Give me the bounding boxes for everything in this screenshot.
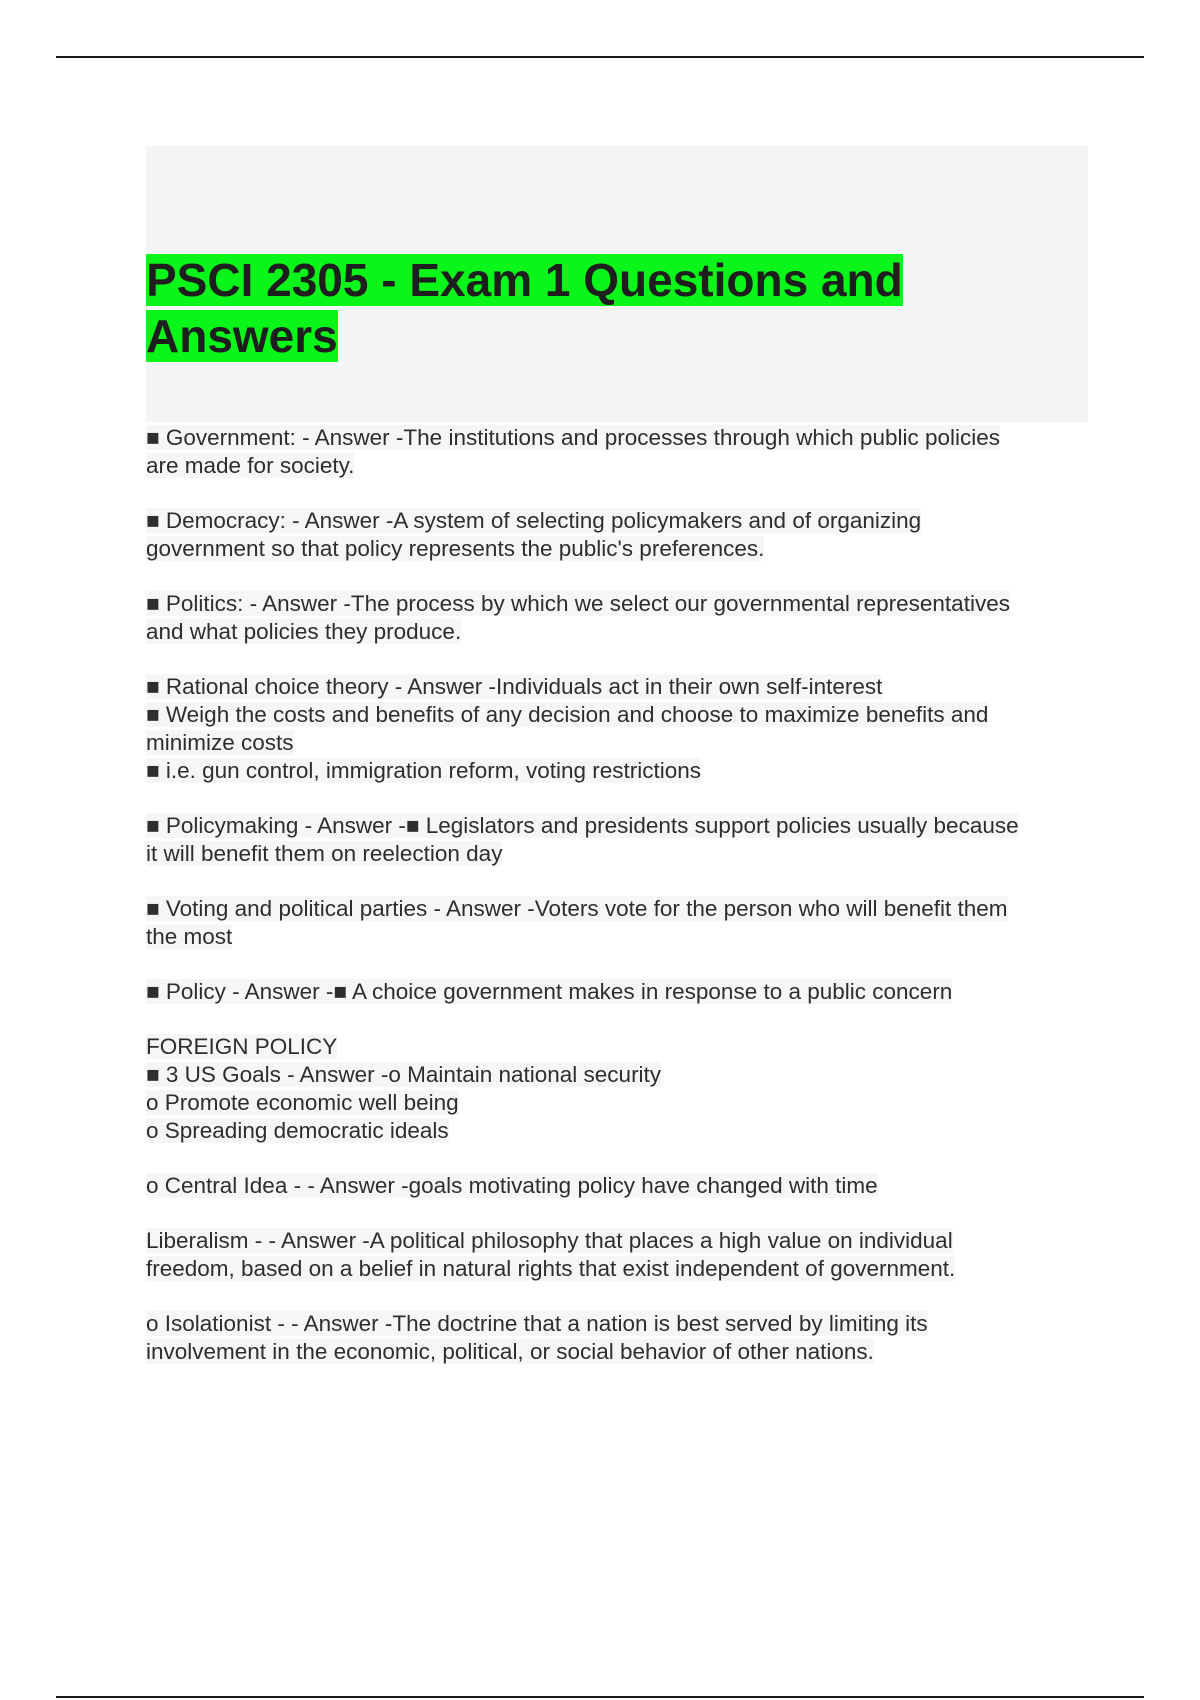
top-rule	[56, 56, 1144, 58]
qa-line: o Spreading democratic ideals	[146, 1118, 449, 1143]
qa-line: government so that policy represents the public's preferences.	[146, 536, 765, 561]
qa-item-policy	[146, 978, 1088, 1006]
title-line: PSCI 2305 - Exam 1 Questions and	[146, 254, 903, 306]
qa-line: ■ i.e. gun control, immigration reform, voting restrictions	[146, 758, 702, 783]
qa-item-democracy	[146, 507, 1088, 563]
qa-line: o Central Idea - - Answer -goals motivating policy have changed with time	[146, 1173, 878, 1198]
qa-line: ■ Politics: - Answer -The process by which we select our governmental representatives	[146, 591, 1010, 616]
qa-line: o Promote economic well being	[146, 1090, 459, 1115]
qa-line: ■ Democracy: - Answer -A system of selecting policymakers and of organizing	[146, 508, 922, 533]
qa-content	[146, 424, 1088, 1393]
qa-item-isolationist	[146, 1310, 1088, 1366]
qa-line: Liberalism - - Answer -A political philosophy that places a high value on individual	[146, 1228, 953, 1253]
qa-line: involvement in the economic, political, or social behavior of other nations.	[146, 1339, 874, 1364]
qa-item-central-idea	[146, 1172, 1088, 1200]
qa-line: ■ Government: - Answer -The institutions and processes through which public policies	[146, 425, 1001, 450]
qa-line: ■ Voting and political parties - Answer -Voters vote for the person who will benefit them	[146, 896, 1008, 921]
qa-line: ■ 3 US Goals - Answer -o Maintain national security	[146, 1062, 662, 1087]
qa-line: it will benefit them on reelection day	[146, 841, 503, 866]
title-line: Answers	[146, 310, 338, 362]
qa-item-foreign-policy	[146, 1033, 1088, 1145]
qa-line: are made for society.	[146, 453, 355, 478]
qa-line: freedom, based on a belief in natural rights that exist independent of government.	[146, 1256, 956, 1281]
document-title	[146, 252, 946, 364]
qa-item-policymaking	[146, 812, 1088, 868]
qa-line: ■ Rational choice theory - Answer -Individuals act in their own self-interest	[146, 674, 883, 699]
qa-line: ■ Policy - Answer -■ A choice government makes in response to a public concern	[146, 979, 953, 1004]
bottom-rule	[56, 1696, 1144, 1698]
qa-line: ■ Policymaking - Answer -■ Legislators and presidents support policies usually because	[146, 813, 1019, 838]
qa-line: ■ Weigh the costs and benefits of any decision and choose to maximize benefits and	[146, 702, 989, 727]
qa-item-government	[146, 424, 1088, 480]
qa-item-voting	[146, 895, 1088, 951]
qa-line: minimize costs	[146, 730, 294, 755]
qa-line: and what policies they produce.	[146, 619, 462, 644]
section-heading: FOREIGN POLICY	[146, 1034, 338, 1059]
qa-item-liberalism	[146, 1227, 1088, 1283]
qa-line: the most	[146, 924, 233, 949]
qa-item-rational-choice	[146, 673, 1088, 785]
qa-item-politics	[146, 590, 1088, 646]
qa-line: o Isolationist - - Answer -The doctrine that a nation is best served by limiting its	[146, 1311, 928, 1336]
